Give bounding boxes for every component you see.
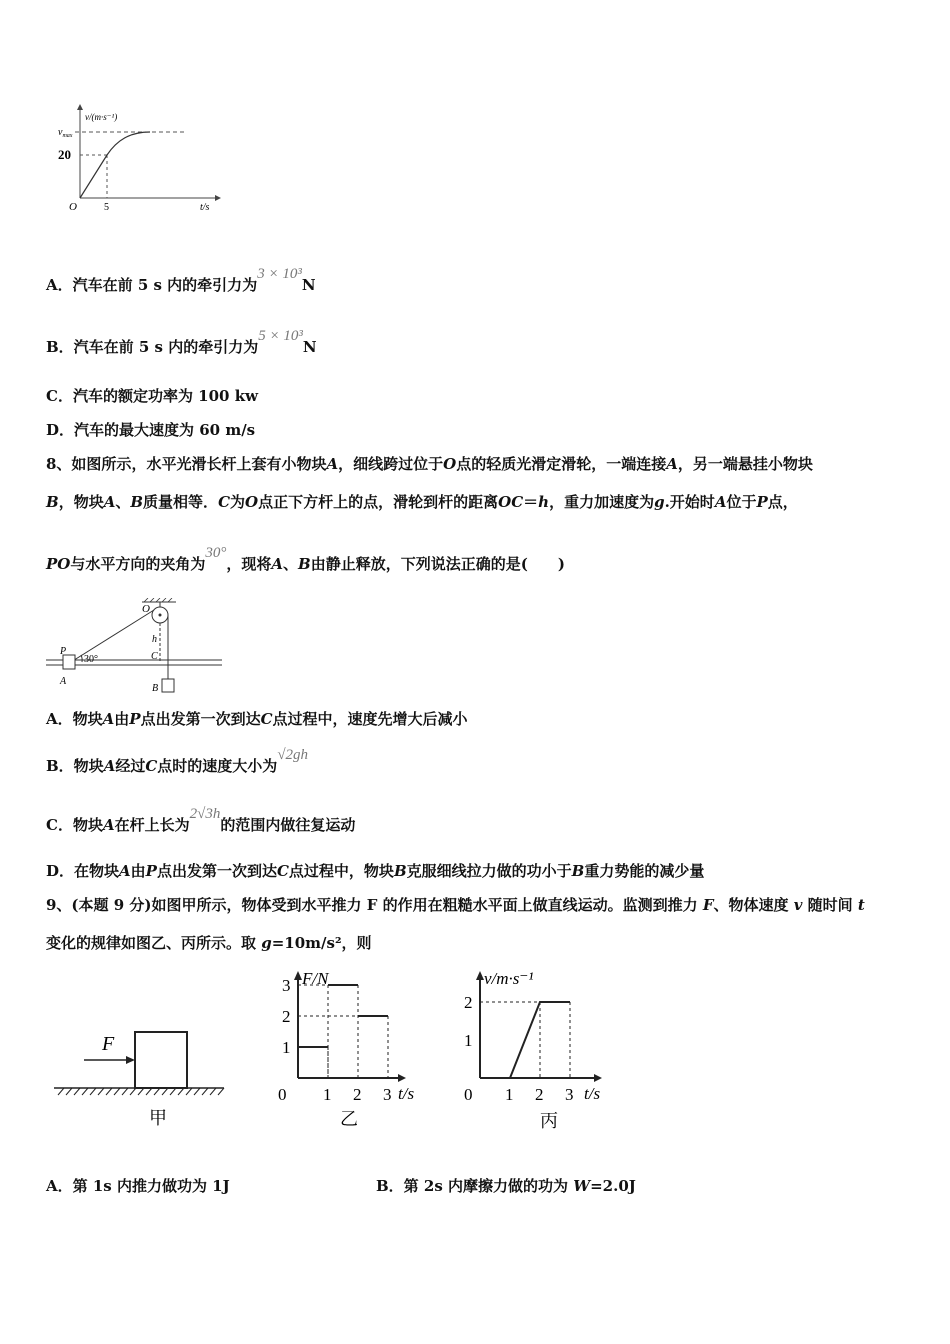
q7-b-formula: 5 × 10³ [258, 328, 303, 344]
q8-option-a[interactable] [46, 708, 468, 729]
text-run: 克服细线拉力做的功小于 [406, 862, 572, 880]
text-run: 与水平方向的夹角为 [70, 555, 206, 573]
yi-xtick-3: 3 [383, 1085, 392, 1104]
variable: P [129, 710, 141, 728]
label-A: A [60, 676, 67, 687]
text-run: 点， [767, 493, 798, 511]
yi-ytick-1: 1 [282, 1038, 291, 1057]
q9-stem-line1 [46, 894, 865, 915]
yi-caption: 乙 [340, 1109, 358, 1129]
tick-5-label: 5 [104, 202, 109, 213]
text-run: 由 [130, 862, 146, 880]
variable: O [245, 493, 259, 511]
variable: O [443, 455, 457, 473]
text-run: 点过程中，物块 [288, 862, 394, 880]
variable: A [103, 493, 116, 511]
q7-option-c[interactable]: C．汽车的额定功率为 100 kw [46, 387, 259, 405]
q8-stem-line3 [46, 545, 565, 574]
q8-option-b[interactable] [46, 747, 309, 776]
variable: P [756, 493, 768, 511]
variable: B [46, 493, 59, 511]
q8-option-c[interactable] [46, 806, 356, 835]
block-diagram [52, 1020, 232, 1135]
velocity-time-graph [55, 100, 225, 220]
bing-caption: 丙 [540, 1111, 558, 1131]
text-run: 、物体速度 [713, 896, 794, 914]
variable: v [793, 896, 803, 914]
variable: g [654, 493, 665, 511]
q9-stem-line2 [46, 932, 372, 953]
yi-xtick-2: 2 [353, 1085, 362, 1104]
text-run: 随时间 [802, 896, 858, 914]
variable: A [102, 816, 115, 834]
text-run: 点出发第一次到达 [140, 710, 261, 728]
text-run: 、 [115, 493, 131, 511]
v-axis-label: v/(m·s⁻¹) [85, 112, 118, 122]
q7-a-formula: 3 × 10³ [257, 266, 302, 282]
variable: B [130, 493, 144, 511]
text-run: ＝ [523, 493, 539, 511]
text-run: 质量相等． [143, 493, 219, 511]
bing-ytick-1: 1 [464, 1031, 473, 1050]
force-F-label: F [102, 1033, 115, 1055]
q9-option-b[interactable]: B．第 2s 内摩擦力做的功为 W=2.0J [376, 1177, 636, 1195]
t-axis-label: t/s [200, 202, 210, 213]
text-run: 8、如图所示，水平光滑长杆上套有小物块 [46, 455, 327, 473]
variable: A [714, 493, 727, 511]
text-run: 由静止释放，下列说法正确的是( ) [310, 555, 565, 573]
text-run: 点正下方杆上的点，滑轮到杆的距离 [258, 493, 499, 511]
q7-option-a[interactable]: A．汽车在前 5 s 内的牵引力为3 × 10³N [46, 266, 316, 294]
text-run: B．物块 [46, 757, 104, 775]
bing-xtick-2: 2 [535, 1085, 544, 1104]
q8-stem-line1 [46, 453, 813, 474]
force-time-chart [272, 962, 432, 1134]
yi-ytick-3: 3 [282, 976, 291, 995]
variable: A [103, 757, 116, 775]
yi-xtick-0: 0 [278, 1085, 287, 1104]
variable: C [260, 710, 273, 728]
variable: t [857, 896, 865, 914]
text-run: 9、(本题 9 分)如图甲所示，物体受到水平推力 F 的作用在粗糙水平面上做直线运动。监测到推力 [46, 896, 703, 914]
variable: A [119, 862, 131, 880]
bing-ylabel: v/m·s⁻¹ [484, 969, 534, 988]
bing-series-line [480, 1002, 570, 1078]
q8-stem-line2 [46, 491, 798, 512]
variable: A [666, 455, 678, 473]
variable: C [218, 493, 231, 511]
label-h: h [152, 634, 157, 645]
text-run: =10m/s²，则 [271, 934, 372, 952]
text-run: 重力势能的减少量 [584, 862, 705, 880]
text-run: 为 [230, 493, 246, 511]
text-run: 的范围内做往复运动 [220, 816, 356, 834]
q8-option-d[interactable] [46, 860, 704, 881]
yi-ytick-2: 2 [282, 1007, 291, 1026]
vmax-label: $v_{max}$ [58, 127, 73, 139]
text-run: 在杆上长为 [114, 816, 190, 834]
text-run: ，重力加速度为 [549, 493, 655, 511]
bing-xtick-3: 3 [565, 1085, 574, 1104]
variable: A [271, 555, 284, 573]
text-run: 经过 [115, 757, 146, 775]
variable: A [102, 710, 115, 728]
text-run: ，现将 [226, 555, 272, 573]
text-run: .开始时 [664, 493, 715, 511]
yi-xlabel: t/s [398, 1084, 415, 1103]
label-O: O [142, 603, 150, 615]
variable: P [145, 862, 157, 880]
text-run: D．在物块 [46, 862, 120, 880]
variable: C [145, 757, 158, 775]
bing-xtick-1: 1 [505, 1085, 514, 1104]
variable: g [261, 934, 272, 952]
variable: PO [46, 555, 71, 573]
text-run: 点的轻质光滑定滑轮，一端连接 [456, 455, 667, 473]
variable: B [298, 555, 311, 573]
q7-option-b[interactable]: B．汽车在前 5 s 内的牵引力为5 × 10³N [46, 328, 317, 356]
pulley-diagram [44, 598, 229, 698]
q8-b-formula: √2gh [277, 747, 309, 763]
variable: OC [498, 493, 524, 511]
variable: C [276, 862, 289, 880]
variable: A [326, 455, 339, 473]
text-run: A．物块 [46, 710, 103, 728]
text-run: 由 [114, 710, 130, 728]
text-run: ，物块 [58, 493, 104, 511]
bing-xlabel: t/s [584, 1084, 601, 1103]
bing-ytick-2: 2 [464, 993, 473, 1012]
variable: h [538, 493, 550, 511]
q7-option-d[interactable]: D．汽车的最大速度为 60 m/s [46, 421, 256, 439]
q9-option-a[interactable]: A．第 1s 内推力做功为 1J [46, 1177, 230, 1195]
velocity-time-chart [456, 962, 616, 1134]
origin-label: O [69, 201, 77, 213]
text-run: 点时的速度大小为 [157, 757, 278, 775]
text-run: 点出发第一次到达 [156, 862, 277, 880]
text-run: C．物块 [46, 816, 103, 834]
q8-angle-formula: 30° [205, 545, 227, 561]
label-P: P [60, 646, 67, 657]
variable: B [393, 862, 407, 880]
label-C: C [151, 651, 158, 662]
variable: F [702, 896, 714, 914]
text-run: 点过程中，速度先增大后减小 [272, 710, 468, 728]
value-20-label: 20 [58, 147, 71, 162]
yi-ylabel: F/N [302, 969, 329, 988]
caption-jia: 甲 [149, 1108, 167, 1128]
text-run: 位于 [726, 493, 757, 511]
text-run: ，另一端悬挂小物块 [677, 455, 813, 473]
variable: B [571, 862, 585, 880]
bing-xtick-0: 0 [464, 1085, 473, 1104]
q8-c-formula: 2√3h [189, 806, 221, 822]
label-angle: 30° [84, 654, 98, 665]
text-run: 变化的规律如图乙、丙所示。取 [46, 934, 262, 952]
label-B: B [152, 683, 159, 694]
yi-xtick-1: 1 [323, 1085, 332, 1104]
text-run: 、 [283, 555, 299, 573]
text-run: ，细线跨过位于 [338, 455, 444, 473]
